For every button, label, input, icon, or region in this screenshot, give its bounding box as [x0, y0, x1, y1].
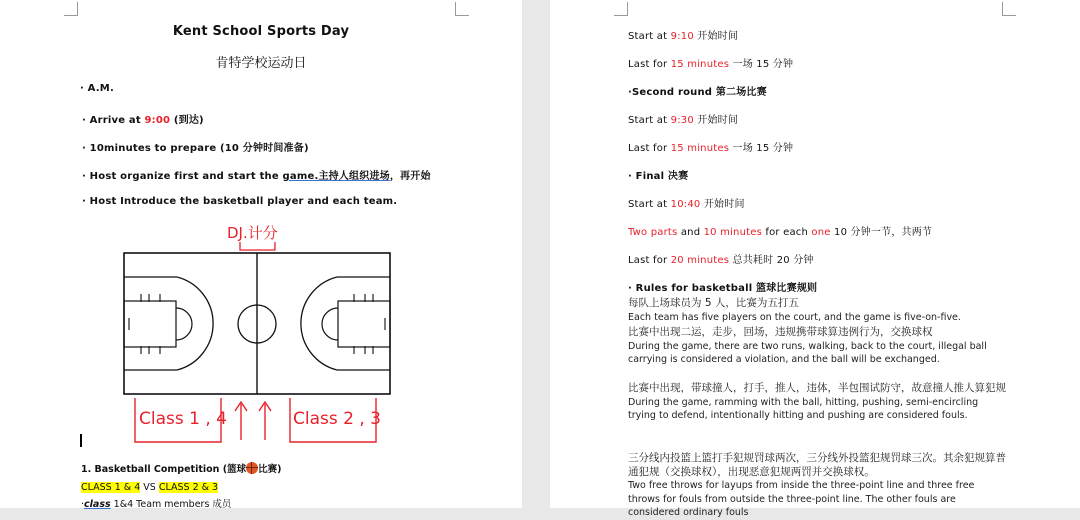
class-members-rest: 1&4 Team members 成员: [110, 499, 232, 510]
class-members-bullet: ·: [81, 499, 85, 510]
rule-4-zh: 三分线内投篮上篮打手犯规罚球两次，三分线外投篮犯规罚球三次。其余犯规算普通犯规（交换球权），出现恶意犯规两罚并交换球权。: [628, 452, 1006, 478]
last-prefix: Last for: [628, 143, 671, 154]
last-suffix: 一场 15 分钟: [729, 143, 794, 154]
page-corner-mark: [1002, 2, 1016, 16]
rule-4: [628, 452, 1008, 520]
prepare-line: · 10minutes to prepare (10 分钟时间准备): [82, 143, 309, 154]
start-suffix: 开始时间: [700, 199, 745, 210]
start-prefix: Start at: [628, 115, 671, 126]
rule-3: [628, 382, 1008, 423]
duration-1: [628, 55, 793, 70]
document-page-right: [550, 0, 1080, 518]
dj-label: DJ.计分: [227, 224, 278, 242]
page-gap: [522, 0, 550, 508]
basketball-icon: [246, 462, 258, 474]
duration-2: [628, 139, 793, 154]
page-corner-mark: [455, 2, 469, 16]
arrive-line: [82, 111, 204, 126]
parts-zh: 10 分钟一节，共两节: [830, 227, 933, 238]
rule-3-en: During the game, ramming with the ball, hitting, pushing, semi-encircling trying to defend, intentionally hitting and pushing are considered fouls.: [628, 396, 979, 421]
start-time-value: 9:30: [670, 115, 694, 126]
section-title-end: 比赛): [258, 464, 282, 475]
start-time-value: 9:10: [670, 31, 694, 42]
start-prefix: Start at: [628, 31, 671, 42]
last-prefix: Last for: [628, 59, 671, 70]
host-organize-suffix: ，再开始: [389, 171, 431, 182]
section-title-text: 1. Basketball Competition (篮球: [81, 464, 247, 475]
start-time-2: [628, 111, 738, 126]
second-round-heading: ·Second round 第二场比赛: [628, 87, 767, 98]
parts-and: and: [677, 227, 704, 238]
right-free-throw-arc: [322, 308, 338, 340]
parts-one: one: [811, 227, 831, 238]
last-prefix: Last for: [628, 255, 671, 266]
text-cursor: [80, 434, 82, 447]
parts-for-each: for each: [762, 227, 812, 238]
title-chinese: 肯特学校运动日: [215, 56, 307, 71]
class-left-label: Class 1 , 4: [139, 409, 227, 429]
start-time-1: [628, 27, 738, 42]
class-vs-line: [81, 482, 218, 493]
left-key: [124, 301, 176, 347]
rule-2-en: During the game, there are two runs, walking, back to the court, illegal ball carrying is considered a violation, and the ball will be exchanged.: [628, 340, 987, 365]
class-members-underlined: class: [84, 499, 111, 510]
host-organize-prefix: · Host organize first and start the: [82, 171, 283, 182]
class-1-4-highlight: CLASS 1 & 4: [81, 482, 141, 493]
start-suffix: 开始时间: [693, 31, 739, 42]
am-label: · A.M.: [80, 83, 114, 94]
final-heading: · Final 决赛: [628, 171, 689, 182]
left-free-throw-arc: [176, 308, 192, 340]
parts-line: [628, 223, 932, 238]
dj-bracket: [240, 242, 275, 250]
host-organize-line: [82, 167, 431, 182]
title-english: Kent School Sports Day: [172, 24, 350, 39]
rule-4-en: Two free throws for layups from inside the three-point line and three free throws for fouls from outside the three-point line. The other fouls are considered ordinary fouls: [628, 480, 975, 518]
duration-value: 15 minutes: [670, 59, 730, 70]
class-2-3-highlight: CLASS 2 & 3: [158, 482, 219, 493]
rule-2: [628, 326, 1008, 367]
host-organize-underlined: game.主持人组织进场: [282, 171, 390, 182]
rule-1-zh: 每队上场球员为 5 人，比赛为五打五: [628, 297, 799, 309]
arrive-suffix: (到达): [170, 115, 204, 126]
parts-count: Two parts: [628, 227, 678, 238]
rule-2-zh: 比赛中出现二运，走步，回场，违规携带球算违例行为，交换球权: [628, 326, 933, 338]
duration-value: 15 minutes: [670, 143, 730, 154]
vs-label: VS: [140, 482, 159, 493]
last-suffix: 总共耗时 20 分钟: [729, 255, 814, 266]
arrive-time: 9:00: [144, 115, 171, 126]
class-right-label: Class 2 , 3: [293, 409, 381, 429]
rule-3-zh: 比赛中出现，带球撞人，打手，推人，违体，半包围试防守，故意撞人推人算犯规: [628, 382, 1006, 394]
start-suffix: 开始时间: [693, 115, 739, 126]
arrive-prefix: · Arrive at: [82, 115, 145, 126]
start-time-value: 10:40: [670, 199, 701, 210]
right-three-point-arc: [301, 277, 337, 370]
host-introduce-line: · Host Introduce the basketball player and each team.: [82, 196, 398, 207]
document-page-left: [0, 0, 522, 508]
page-corner-mark: [614, 2, 628, 16]
start-time-3: [628, 195, 745, 210]
class-members-line: [81, 496, 231, 510]
start-prefix: Start at: [628, 199, 671, 210]
last-suffix: 一场 15 分钟: [729, 59, 794, 70]
rules-heading: · Rules for basketball 篮球比赛规则: [628, 283, 818, 294]
basketball-court-diagram: [115, 218, 405, 448]
page-corner-mark: [64, 2, 78, 16]
rule-1-en: Each team has five players on the court, and the game is five-on-five.: [628, 311, 961, 323]
right-key: [338, 301, 390, 347]
duration-value: 20 minutes: [670, 255, 730, 266]
duration-3: [628, 251, 814, 266]
section-basketball-title: [81, 461, 281, 475]
rule-1: [628, 297, 1008, 324]
parts-duration: 10 minutes: [703, 227, 763, 238]
left-three-point-arc: [177, 277, 213, 370]
